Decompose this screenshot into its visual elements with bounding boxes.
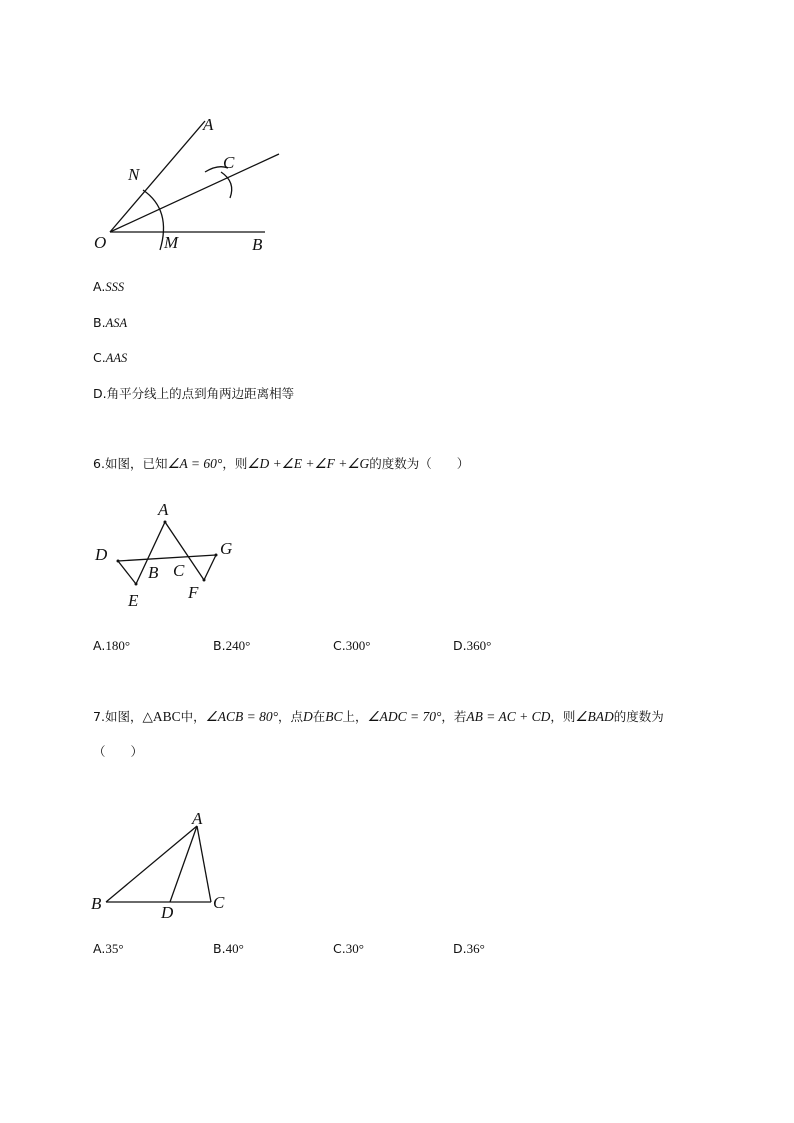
q7-option-d[interactable]: D.36° bbox=[453, 941, 485, 956]
label-b: B bbox=[148, 563, 159, 582]
label-e: E bbox=[128, 591, 139, 610]
label-a: A bbox=[158, 500, 169, 519]
q6-option-c[interactable]: C.300° bbox=[333, 638, 371, 653]
line-de bbox=[118, 561, 136, 584]
q7-answer-paren: （ ） bbox=[93, 744, 144, 759]
q7-option-b[interactable]: B.40° bbox=[213, 941, 244, 956]
label-c: C bbox=[173, 561, 185, 580]
q6-option-d[interactable]: D.360° bbox=[453, 638, 492, 653]
q6-option-a[interactable]: A.180° bbox=[93, 638, 131, 653]
label-a: A bbox=[192, 809, 203, 828]
q5-option-b[interactable]: B.ASA bbox=[93, 315, 128, 330]
q7-option-c[interactable]: C.30° bbox=[333, 941, 364, 956]
label-m: M bbox=[164, 233, 179, 252]
label-b: B bbox=[252, 235, 263, 254]
label-d: D bbox=[161, 903, 174, 922]
label-c: C bbox=[223, 153, 235, 172]
arc-mn bbox=[143, 190, 164, 250]
angle-bisector-figure bbox=[90, 110, 300, 260]
side-ac bbox=[197, 826, 211, 902]
label-f: F bbox=[188, 583, 199, 602]
triangle-a bbox=[136, 522, 204, 584]
label-n: N bbox=[128, 165, 140, 184]
q6-option-b[interactable]: B.240° bbox=[213, 638, 251, 653]
label-a: A bbox=[203, 115, 214, 134]
label-g: G bbox=[220, 539, 233, 558]
line-gf bbox=[204, 555, 216, 580]
line-dg bbox=[118, 555, 216, 561]
q5-option-c[interactable]: C.AAS bbox=[93, 350, 128, 365]
label-c: C bbox=[213, 893, 225, 912]
q7-figure bbox=[88, 808, 238, 923]
q5-option-d[interactable]: D.角平分线上的点到角两边距离相等 bbox=[93, 386, 295, 401]
label-o: O bbox=[94, 233, 107, 252]
q6-figure bbox=[90, 498, 250, 613]
q5-option-a[interactable]: A.SSS bbox=[93, 279, 125, 294]
ray-oa bbox=[110, 121, 205, 232]
label-d: D bbox=[95, 545, 108, 564]
label-b: B bbox=[91, 894, 102, 913]
q6-stem: 6.如图，已知∠A = 60°，则∠D +∠E +∠F +∠G的度数为（ ） bbox=[93, 456, 470, 471]
q7-stem: 7.如图，△ABC中，∠ACB = 80°，点D在BC上，∠ADC = 70°，若AB = AC + CD，则∠BAD的度数为 bbox=[93, 709, 664, 724]
q7-option-a[interactable]: A.35° bbox=[93, 941, 124, 956]
